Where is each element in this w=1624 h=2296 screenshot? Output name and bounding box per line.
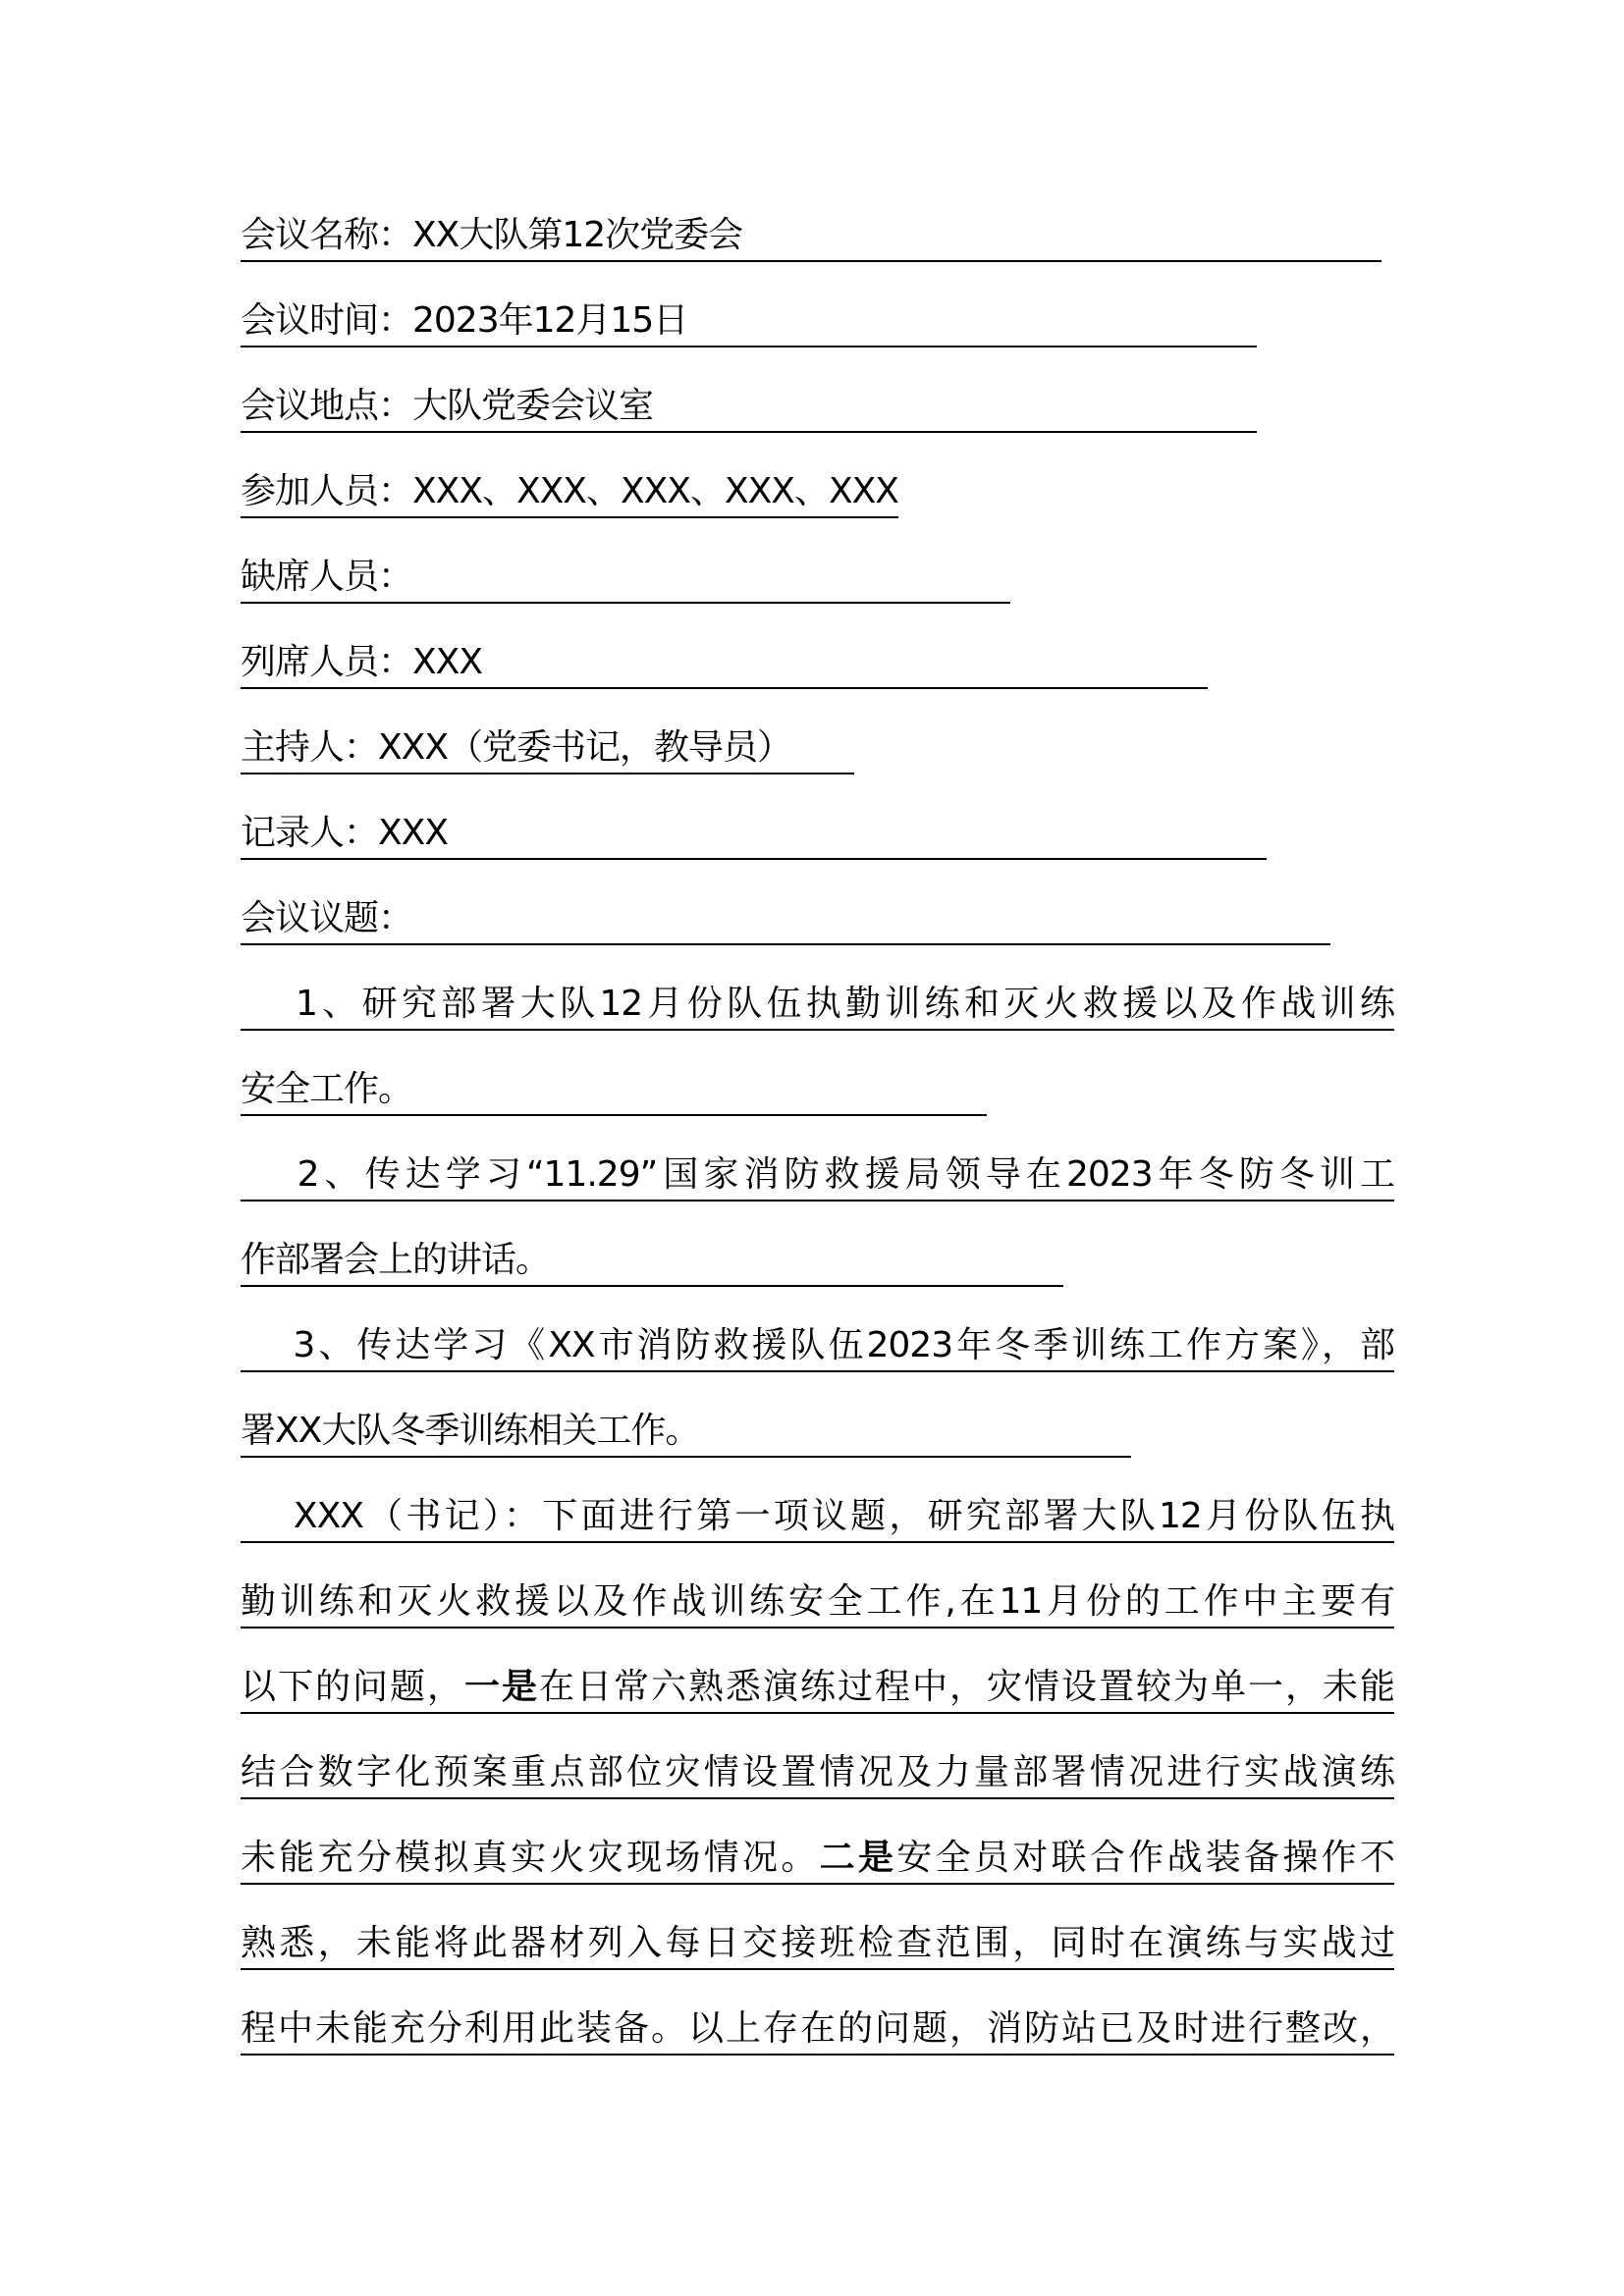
bold-marker-first: 一是 (464, 1667, 539, 1707)
topic-2-line-2: 作部署会上的讲话。 (241, 1236, 1063, 1287)
topic-1-line-2: 安全工作。 (241, 1065, 987, 1116)
topic-3-line-2: 署XX大队冬季训练相关工作。 (241, 1407, 1131, 1458)
body-line-1: XXX（书记）：下面进行第一项议题，研究部署大队12月份队伍执 (241, 1492, 1394, 1543)
topics-label: 会议议题： (241, 894, 1330, 945)
body-line-3 (241, 1663, 1394, 1714)
meeting-name: 会议名称：XX大队第12次党委会 (241, 211, 1381, 262)
attendees: 参加人员：XXX、XXX、XXX、XXX、XXX (241, 467, 898, 518)
recorder: 记录人：XXX (241, 809, 1267, 860)
body-line-2: 勤训练和灭火救援以及作战训练安全工作,在11月份的工作中主要有 (241, 1577, 1394, 1629)
host: 主持人：XXX（党委书记，教导员） (241, 723, 854, 774)
topic-1-line-1: 1、研究部署大队12月份队伍执勤训练和灭火救援以及作战训练 (241, 980, 1394, 1031)
text: 安全员对联合作战装备操作不 (896, 1838, 1394, 1878)
body-line-5 (241, 1834, 1394, 1885)
observers: 列席人员：XXX (241, 638, 1208, 689)
meeting-place: 会议地点：大队党委会议室 (241, 382, 1257, 433)
topic-2-line-1: 2、传达学习“11.29”国家消防救援局领导在2023年冬防冬训工 (241, 1150, 1394, 1201)
absentees: 缺席人员： (241, 553, 1010, 604)
body-line-7: 程中未能充分利用此装备。以上存在的问题，消防站已及时进行整改， (241, 2004, 1394, 2056)
text: 在日常六熟悉演练过程中，灾情设置较为单一，未能 (539, 1667, 1394, 1707)
body-line-6: 熟悉，未能将此器材列入每日交接班检查范围，同时在演练与实战过 (241, 1919, 1394, 1970)
text: 以下的问题， (241, 1667, 464, 1707)
meeting-time: 会议时间：2023年12月15日 (241, 296, 1257, 347)
text: 未能充分模拟真实火灾现场情况。 (241, 1838, 820, 1878)
bold-marker-second: 二是 (819, 1838, 897, 1878)
body-line-4: 结合数字化预案重点部位灾情设置情况及力量部署情况进行实战演练 (241, 1748, 1394, 1799)
topic-3-line-1: 3、传达学习《XX市消防救援队伍2023年冬季训练工作方案》，部 (241, 1321, 1394, 1372)
